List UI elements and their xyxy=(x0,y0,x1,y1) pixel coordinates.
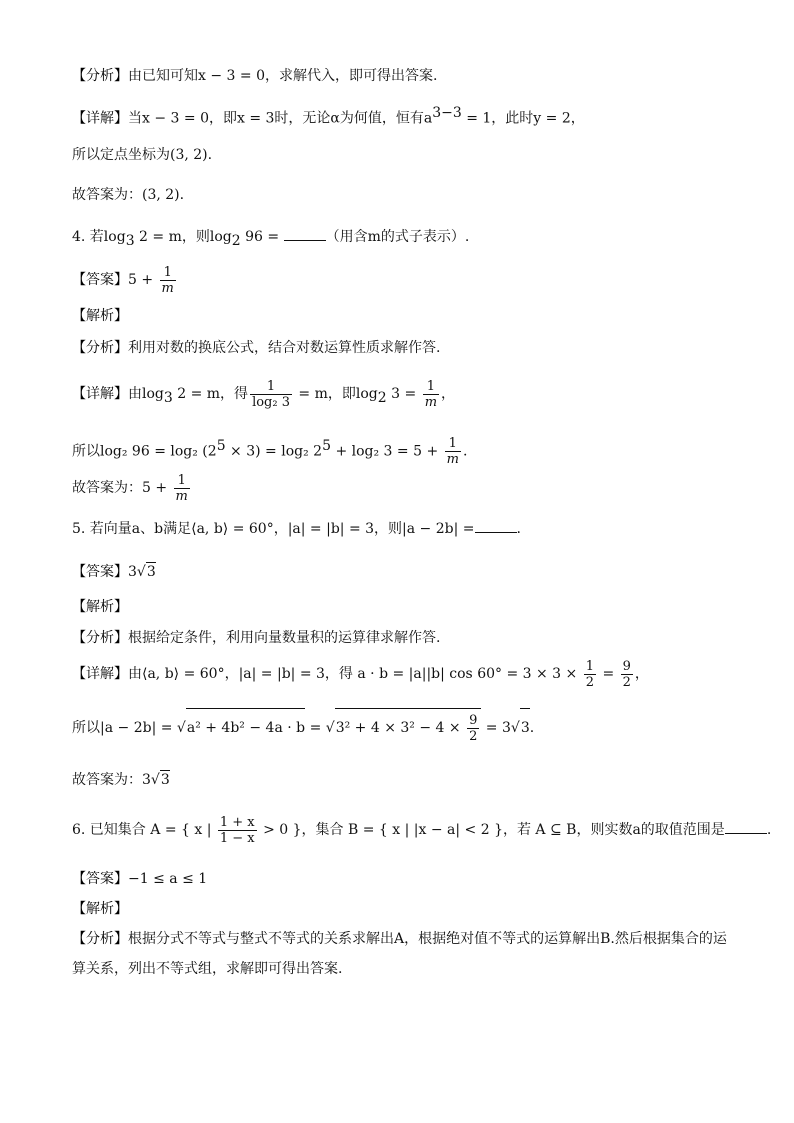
fraction-numerator: 1 + x xyxy=(219,814,255,830)
final-answer-q5: 故答案为：3√3 xyxy=(72,772,170,788)
answer-tag: 【答案】 xyxy=(72,871,128,887)
answer-q4 xyxy=(72,262,178,298)
detail-text: 当x − 3 = 0，即x = 3时，无论α为何值，恒有a xyxy=(128,110,433,127)
detail-text-end: = 1，此时y = 2， xyxy=(461,110,585,127)
detail-line-q5 xyxy=(72,656,649,692)
final-answer-text: 故答案为：5 + xyxy=(72,480,172,496)
fixed-point-text: 所以定点坐标为(3, 2). xyxy=(72,147,213,163)
exponent: 3−3 xyxy=(432,105,462,121)
question-6 xyxy=(72,812,771,848)
fraction-denominator: 2 xyxy=(469,728,478,744)
analysis-text: 利用对数的换底公式，结合对数运算性质求解作答. xyxy=(128,340,441,356)
fraction-numerator: 1 xyxy=(160,265,176,281)
detail-text: = m，即log xyxy=(293,386,378,402)
fraction-numerator: 1 xyxy=(423,379,439,395)
answer-blank xyxy=(284,228,326,241)
final-answer-q4 xyxy=(72,470,192,506)
fraction-numerator: 9 xyxy=(469,712,478,728)
derivation-line-q5: 所以|a − 2b| = √a² + 4b² − 4a · b = √3² + 4 × 3² − 4 × $\frac{9}{2}$ = 3√3. xyxy=(72,708,534,747)
final-answer-text: 故答案为：3 xyxy=(72,772,151,788)
derivation-text: = xyxy=(305,720,326,736)
final-answer-radicand: 3 xyxy=(160,772,170,788)
answer-q5: 【答案】3√3 xyxy=(72,564,156,580)
fixed-point-line xyxy=(72,146,212,164)
detail-text: 2 = m，得 xyxy=(172,386,249,402)
derivation-line-q4 xyxy=(72,428,467,470)
detail-text: 由log xyxy=(128,386,164,402)
exponent: 5 xyxy=(216,438,226,454)
fraction-numerator: 9 xyxy=(622,658,631,674)
fraction xyxy=(467,713,479,744)
q6-end: . xyxy=(766,822,772,838)
derivation-text: = 3 xyxy=(481,720,511,736)
detail-line-q3 xyxy=(72,104,585,128)
answer-q6 xyxy=(72,870,207,888)
fraction xyxy=(423,379,439,410)
solution-heading-q6 xyxy=(72,900,128,918)
detail-text: 3 = xyxy=(386,386,421,402)
solution-tag: 【解析】 xyxy=(72,901,128,917)
derivation-text: 所以log₂ 96 = log₂ (2 xyxy=(72,443,217,460)
fraction-numerator: 1 xyxy=(250,379,292,395)
fraction-numerator: 1 xyxy=(174,473,190,489)
log-base: 3 xyxy=(163,389,173,406)
radicand: a² + 4b² − 4a · b xyxy=(186,708,305,747)
derivation-text: . xyxy=(529,720,535,736)
derivation-text: + log₂ 3 = 5 + xyxy=(331,443,443,460)
analysis-tag: 【分析】 xyxy=(72,630,128,646)
answer-radicand: 3 xyxy=(146,564,156,580)
fraction xyxy=(250,379,292,410)
analysis-tag: 【分析】 xyxy=(72,340,128,356)
derivation-text: × 3) = log₂ 2 xyxy=(225,443,323,460)
analysis-tag: 【分析】 xyxy=(72,931,128,947)
fraction xyxy=(445,436,461,467)
fraction-denominator: m xyxy=(424,394,438,410)
analysis-text: 由已知可知x − 3 = 0，求解代入，即可得出答案. xyxy=(128,68,438,84)
q6-text: > 0 }，集合 B = { x | |x − a| < 2 }，若 A ⊆ B，则实数a的取值范围是 xyxy=(258,822,725,838)
answer-text: −1 ≤ a ≤ 1 xyxy=(128,871,208,887)
log-base: 2 xyxy=(377,389,387,406)
q4-text-c: 96 = xyxy=(240,229,284,245)
detail-tag: 【详解】 xyxy=(72,110,128,127)
question-4 xyxy=(72,228,469,250)
fraction-denominator: 2 xyxy=(622,674,631,690)
solution-heading-q4 xyxy=(72,307,128,325)
detail-text: 由⟨a, b⟩ = 60°，|a| = |b| = 3，得 a · b = |a||b| cos 60° = 3 × 3 × xyxy=(128,666,582,682)
fraction-numerator: 1 xyxy=(445,436,461,452)
derivation-text: . xyxy=(462,443,468,460)
answer-coefficient: 3 xyxy=(128,564,137,580)
detail-tag: 【详解】 xyxy=(72,386,128,402)
fraction-denominator: 2 xyxy=(585,674,594,690)
fraction xyxy=(174,473,190,504)
exponent: 5 xyxy=(322,438,331,454)
fraction xyxy=(584,659,596,690)
answer-tag: 【答案】 xyxy=(72,272,128,288)
detail-text: ， xyxy=(634,666,649,682)
log-base: 2 xyxy=(231,232,241,249)
detail-line-q4 xyxy=(72,376,455,416)
analysis-text: 根据分式不等式与整式不等式的关系求解出A，根据绝对值不等式的运算解出B.然后根据集合的运算关系，列出不等式组，求解即可得出答案. xyxy=(72,931,727,977)
q6-text: 6. 已知集合 A = { x | xyxy=(72,822,216,838)
radicand: 3² + 4 × 3² − 4 × xyxy=(335,720,466,736)
answer-text: 5 + xyxy=(128,272,158,288)
fraction xyxy=(218,815,257,846)
analysis-line-q5 xyxy=(72,629,440,647)
q4-text-d: （用含m的式子表示）. xyxy=(325,229,470,245)
fraction-denominator: m xyxy=(446,452,459,468)
question-5 xyxy=(72,520,521,538)
analysis-line-q3 xyxy=(72,67,437,85)
final-answer-q3 xyxy=(72,186,184,204)
log-base: 3 xyxy=(125,232,135,249)
fraction xyxy=(621,659,633,690)
fraction-denominator: log₂ 3 xyxy=(252,394,290,410)
solution-tag: 【解析】 xyxy=(72,308,128,324)
radicand: 3 xyxy=(520,708,530,747)
detail-text: = xyxy=(598,666,619,682)
solution-heading-q5 xyxy=(72,598,128,616)
fraction-numerator: 1 xyxy=(585,658,594,674)
final-answer-text: 故答案为：(3, 2). xyxy=(72,187,185,203)
q4-text-b: 2 = m，则log xyxy=(134,229,232,245)
fraction xyxy=(160,265,176,296)
fraction-denominator: 1 − x xyxy=(219,830,255,846)
answer-blank xyxy=(475,520,517,533)
fraction-denominator: m xyxy=(161,280,174,296)
solution-tag: 【解析】 xyxy=(72,599,128,615)
q5-end: . xyxy=(516,521,521,537)
answer-tag: 【答案】 xyxy=(72,564,128,580)
detail-tag: 【详解】 xyxy=(72,666,128,682)
q5-text: 5. 若向量a、b满足⟨a, b⟩ = 60°，|a| = |b| = 3，则|a − 2b| = xyxy=(72,521,475,537)
analysis-text: 根据给定条件，利用向量数量积的运算律求解作答. xyxy=(128,630,441,646)
analysis-line-q6 xyxy=(72,924,732,984)
q4-text-a: 4. 若log xyxy=(72,229,126,245)
analysis-line-q4 xyxy=(72,339,440,357)
derivation-text: 所以|a − 2b| = xyxy=(72,720,177,736)
fraction-denominator: m xyxy=(175,488,188,504)
detail-text: ， xyxy=(441,386,456,402)
analysis-tag: 【分析】 xyxy=(72,68,128,84)
answer-blank xyxy=(725,821,767,834)
